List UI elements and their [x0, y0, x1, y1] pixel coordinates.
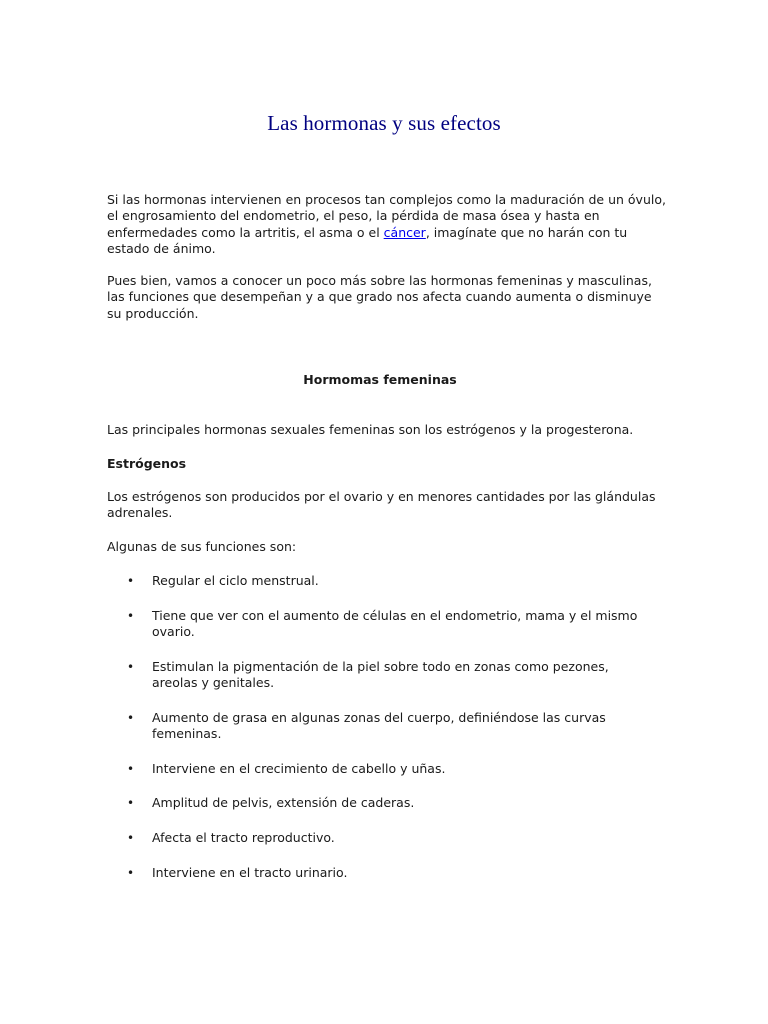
second-paragraph: Pues bien, vamos a conocer un poco más sobre las hormonas femeninas y masculinas, las funciones que desempeñan y a que grado nos afecta cuando aumenta o disminuye su producción.: [107, 273, 652, 321]
bullet-icon: •: [127, 711, 135, 725]
bullet-icon: •: [127, 574, 135, 588]
estrogen-paragraph: Los estrógenos son producidos por el ovario y en menores cantidades por las glándulas adrenales.: [107, 489, 656, 521]
list-item-text: Afecta el tracto reproductivo.: [152, 830, 335, 845]
list-item-text: Amplitud de pelvis, extensión de caderas.: [152, 795, 415, 810]
functions-intro: Algunas de sus funciones son:: [107, 539, 297, 554]
bullet-icon: •: [127, 609, 135, 623]
list-item-text: Tiene que ver con el aumento de células en el endometrio, mama y el mismo ovario.: [152, 608, 638, 640]
bullet-icon: •: [127, 796, 135, 810]
list-item-text: Interviene en el crecimiento de cabello y uñas.: [152, 761, 446, 776]
intro-text-end: , imagínate que no harán con tu estado de ánimo.: [107, 224, 628, 257]
hormones-paragraph: Las principales hormonas sexuales femeninas son los estrógenos y la progesterona.: [107, 422, 634, 437]
page-title: Las hormonas y sus efectos: [267, 111, 501, 135]
list-item-text: Estimulan la pigmentación de la piel sobre todo en zonas como pezones, areolas y genitales.: [152, 659, 609, 691]
list-item-text: Interviene en el tracto urinario.: [152, 865, 348, 880]
intro-text-start: Si las hormonas intervienen en procesos tan complejos como la maduración de un óvulo, el engrosamiento del endometrio, el peso, la pérdida de masa ósea y hasta en enfermedades como la artritis, el asma o el: [107, 192, 666, 240]
cancer-link[interactable]: cáncer: [383, 224, 426, 240]
list-item-text: Aumento de grasa en algunas zonas del cuerpo, definiéndose las curvas femeninas.: [152, 710, 606, 742]
bullet-icon: •: [127, 762, 135, 776]
list-item-text: Regular el ciclo menstrual.: [152, 573, 319, 588]
bullet-icon: •: [127, 831, 135, 845]
estrogen-subheading: Estrógenos: [107, 456, 187, 471]
bullet-icon: •: [127, 660, 135, 674]
bullet-icon: •: [127, 866, 135, 880]
intro-paragraph: [107, 192, 667, 258]
section-heading: Hormomas femeninas: [303, 372, 457, 387]
